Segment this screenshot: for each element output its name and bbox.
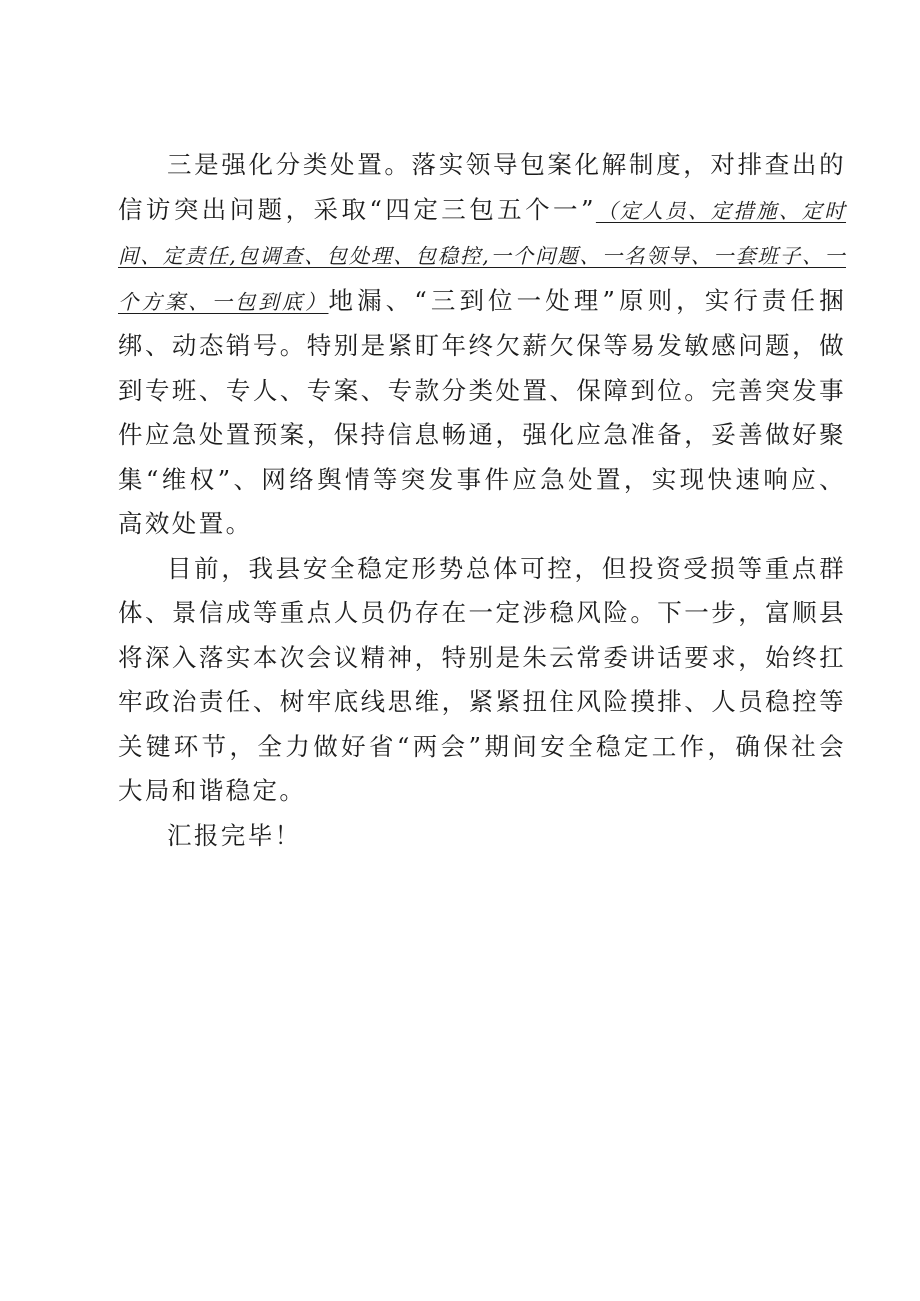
paragraph-text: 汇报完毕！ <box>167 820 302 850</box>
paragraph-current-situation <box>118 547 846 814</box>
paragraph-text: 三是强化分类处置。落实领导包案化解制度，对排查出的信访突出问题，采取“四定三包五个一” <box>118 150 846 224</box>
paragraph-classified-handling <box>118 143 846 547</box>
paragraph-closing <box>118 814 846 859</box>
inline-note-underlined: （定人员、定措施、定时间、定责任,包调查、包处理、包稳控,一个问题、一名领导、一套班子、一个方案、一包到底） <box>118 198 847 314</box>
paragraph-text: 地漏、“三到位一处理”原则，实行责任捆绑、动态销号。特别是紧盯年终欠薪欠保等易发敏感问题，做到专班、专人、专案、专款分类处置、保障到位。完善突发事件应急处置预案，保持信息畅通，强化应急准备，妥善做好聚集“维权”、网络舆情等突发事件应急处置，实现快速响应、高效处置。 <box>118 285 846 538</box>
document-body <box>118 143 846 858</box>
paragraph-text: 目前，我县安全稳定形势总体可控，但投资受损等重点群体、景信成等重点人员仍存在一定涉稳风险。下一步，富顺县将深入落实本次会议精神，特别是朱云常委讲话要求，始终扛牢政治责任、树牢底线思维，紧紧扭住风险摸排、人员稳控等关键环节，全力做好省“两会”期间安全稳定工作，确保社会大局和谐稳定。 <box>118 553 846 805</box>
